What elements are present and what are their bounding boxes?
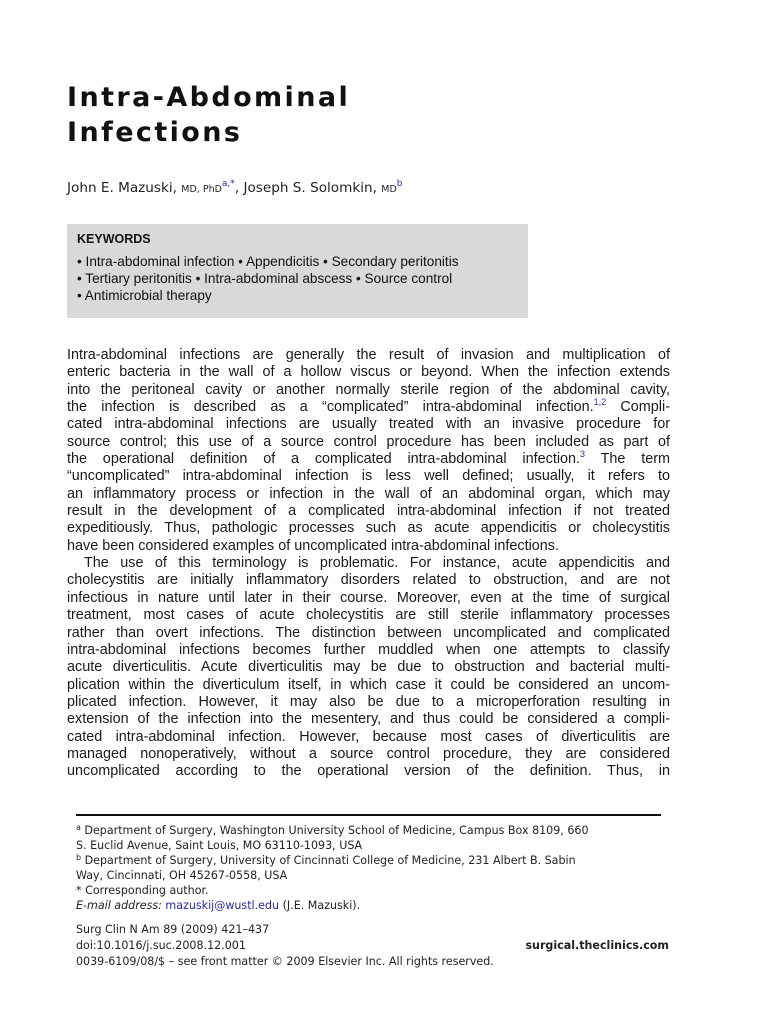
journal-info: [76, 922, 494, 970]
text-line: rather than overt infections. The distinction between uncomplicated and complicated: [67, 624, 670, 641]
author-1-degree: MD, PhD: [181, 184, 222, 195]
text-line: plicated infection. However, it may also be due to a microperforation resulting in: [67, 693, 670, 710]
text-line: the operational definition of a complicated intra-abdominal infection.$^3$ The term: [67, 449, 670, 468]
text-line: The use of this terminology is problematic. For instance, acute appendicitis and: [84, 555, 670, 572]
affiliation-b-line-2: Way, Cincinnati, OH 45267-0558, USA: [76, 869, 288, 882]
keywords-line: • Antimicrobial therapy: [77, 288, 212, 303]
keywords-box: [67, 224, 528, 318]
paragraph-2: [67, 555, 670, 780]
text-line: expeditiously. Thus, pathologic processes such as acute appendicitis or cholecystitis: [67, 520, 670, 537]
corresponding-author-note: * Corresponding author.: [76, 884, 209, 897]
text-line: treatment, most cases of acute cholecystitis are still sterile inflammatory processes: [67, 607, 670, 624]
email-line: [76, 898, 666, 913]
text-line: intra-abdominal infections becomes further muddled when one attempts to classify: [67, 641, 670, 658]
text-line: cated intra-abdominal infections are usually treated with an invasive procedure for: [67, 416, 670, 433]
paragraph-1: [67, 347, 670, 555]
email-owner: (J.E. Mazuski).: [279, 899, 361, 912]
text-line: managed nonoperatively, without a source control procedure, they are considered: [67, 745, 670, 762]
affiliation-a-line-2: S. Euclid Avenue, Saint Louis, MO 63110-1093, USA: [76, 839, 363, 852]
text-line: cated intra-abdominal infection. However, because most cases of diverticulitis are: [67, 728, 670, 745]
keywords-line: • Intra-abdominal infection • Appendicitis • Secondary peritonitis: [77, 254, 459, 269]
text-line: the infection is described as a “complicated” intra-abdominal infection.$^{1,2}$ Compli-: [67, 397, 670, 416]
affiliation-a-line-1: Department of Surgery, Washington University School of Medicine, Campus Box 8109, 660: [80, 824, 589, 837]
text-line: acute diverticulitis. Acute diverticulitis may be due to obstruction and bacterial multi-: [67, 659, 670, 676]
email-link[interactable]: mazuskij@wustl.edu: [165, 899, 280, 912]
affiliation-a: [76, 823, 666, 838]
author-2-name: Joseph S. Solomkin,: [243, 180, 382, 196]
footnotes: [76, 823, 666, 913]
title-line-1: Intra-Abdominal: [67, 82, 351, 113]
text-line: have been considered examples of uncomplicated intra-abdominal infections.: [67, 537, 559, 554]
text-line: infectious in nature until later in their course. Moreover, even at the time of surgical: [67, 589, 670, 606]
citation-marker[interactable]: 3: [580, 449, 586, 460]
text-line: enteric bacteria in the wall of a hollow viscus or beyond. When the infection extends: [67, 364, 670, 381]
email-label: E-mail address:: [76, 899, 162, 912]
text-line: plication within the diverticulum itself, in which case it could be considered an uncom-: [67, 676, 670, 693]
affiliation-b-line-1: Department of Surgery, University of Cincinnati College of Medicine, 231 Albert B. Sabin: [81, 854, 576, 867]
author-2-affiliation-marker[interactable]: b: [396, 179, 403, 189]
journal-website-link[interactable]: surgical.theclinics.com: [525, 939, 669, 952]
journal-copyright: 0039-6109/08/$ – see front matter © 2009 Elsevier Inc. All rights reserved.: [76, 955, 494, 968]
text-line: extension of the infection into the mesentery, and thus could be considered a compli-: [67, 711, 670, 728]
affiliation-a-marker: a: [76, 823, 81, 832]
author-line: [67, 180, 403, 196]
body-text: [67, 347, 670, 781]
article-title: [67, 80, 350, 150]
text-line: “uncomplicated” intra-abdominal infection is less well defined; usually, it refers to: [67, 468, 670, 485]
keywords-line: • Tertiary peritonitis • Intra-abdominal abscess • Source control: [77, 271, 453, 286]
author-separator: ,: [234, 180, 244, 196]
affiliation-b-marker: b: [76, 853, 82, 862]
author-2-degree: MD: [381, 184, 397, 195]
affiliation-b: [76, 853, 666, 868]
text-line: an inflammatory process or infection in the wall of an abdominal organ, which may: [67, 485, 670, 502]
journal-doi[interactable]: doi:10.1016/j.suc.2008.12.001: [76, 939, 246, 952]
citation-marker[interactable]: 1,2: [593, 397, 607, 408]
text-line: source control; this use of a source control procedure has been included as part of: [67, 433, 670, 450]
keywords-heading: KEYWORDS: [77, 232, 151, 246]
title-line-2: Infections: [67, 117, 243, 148]
text-line: result in the development of a complicated intra-abdominal infection if not treated: [67, 503, 670, 520]
author-1-name: John E. Mazuski,: [67, 180, 182, 196]
journal-citation: Surg Clin N Am 89 (2009) 421–437: [76, 923, 270, 936]
footnote-divider: [76, 814, 661, 816]
text-line: cholecystitis are initially inflammatory disorders related to obstruction, and are not: [67, 572, 670, 589]
text-line: into the peritoneal cavity or another normally sterile region of the abdominal cavity,: [67, 381, 670, 398]
text-line: Intra-abdominal infections are generally the result of invasion and multiplication of: [67, 347, 670, 363]
text-line: uncomplicated according to the operational version of the definition. Thus, in: [67, 763, 670, 780]
author-1-affiliation-marker[interactable]: a,*: [221, 179, 235, 189]
